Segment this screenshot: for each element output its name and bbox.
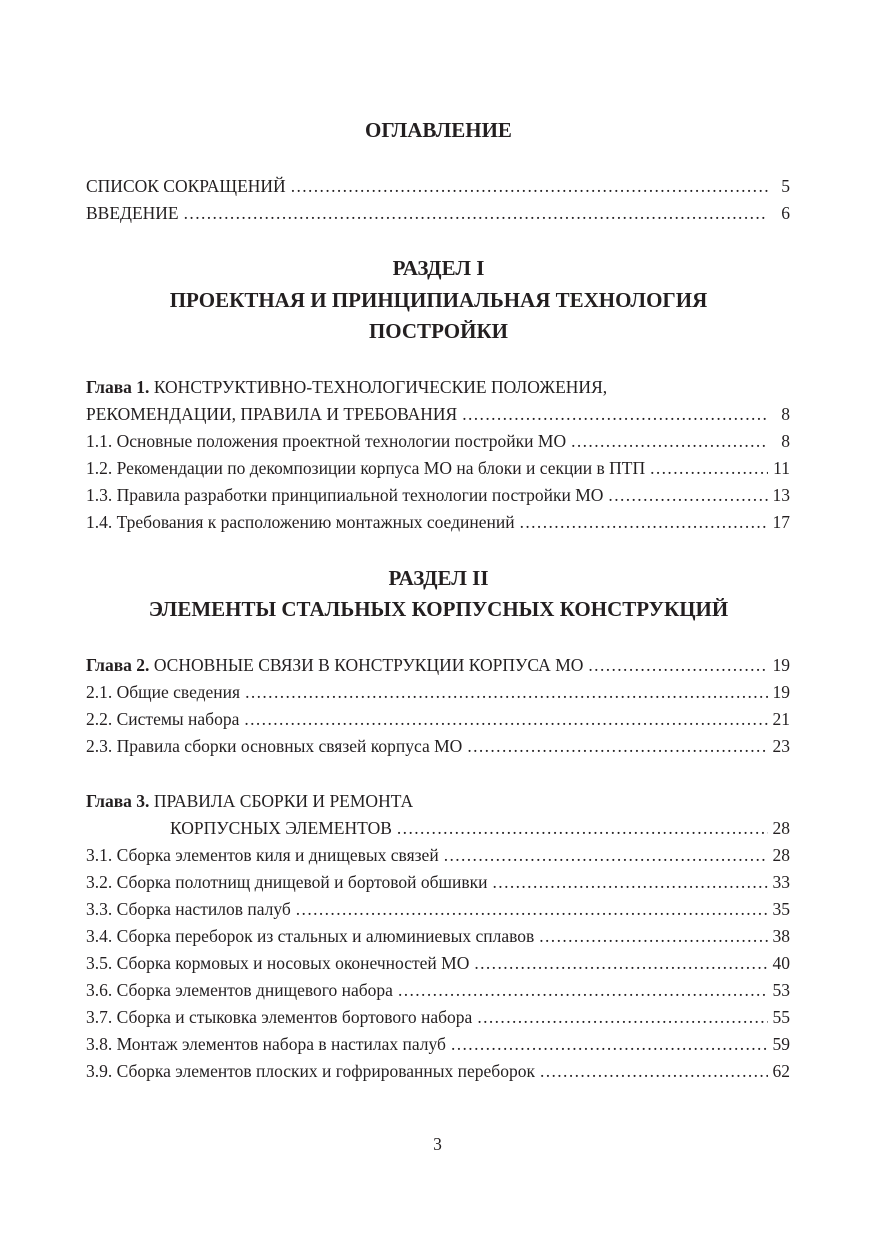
chapter-2-prefix: Глава 2. xyxy=(86,655,150,675)
toc-entry-1-4[interactable] xyxy=(86,509,790,535)
chapter-2-title: ОСНОВНЫЕ СВЯЗИ В КОНСТРУКЦИИ КОРПУСА МО xyxy=(153,655,584,675)
dot-leader xyxy=(477,1004,768,1030)
chapter-1-prefix: Глава 1. xyxy=(86,377,150,397)
chapter-3-title-entry[interactable] xyxy=(170,815,790,841)
toc-entry-page: 55 xyxy=(772,1007,790,1027)
chapter-1-heading[interactable] xyxy=(86,374,607,400)
chapter-2-heading[interactable] xyxy=(86,652,790,678)
toc-entry-abbreviations[interactable] xyxy=(86,173,790,199)
toc-entry-text: 3.8. Монтаж элементов набора в настилах палуб xyxy=(86,1034,446,1054)
section-2-label: РАЗДЕЛ II xyxy=(388,566,489,590)
toc-entry-page: 62 xyxy=(772,1061,790,1081)
toc-entry-2-3[interactable] xyxy=(86,733,790,759)
toc-entry-3-2[interactable] xyxy=(86,869,790,895)
section-2-title: ЭЛЕМЕНТЫ СТАЛЬНЫХ КОРПУСНЫХ КОНСТРУКЦИЙ xyxy=(148,597,729,621)
dot-leader xyxy=(184,200,768,226)
toc-entry-page: 40 xyxy=(772,953,790,973)
toc-entry-text: 1.4. Требования к расположению монтажных соединений xyxy=(86,512,515,532)
toc-entry-text: 2.1. Общие сведения xyxy=(86,682,241,702)
toc-entry-page: 13 xyxy=(772,485,790,505)
toc-entry-page: 28 xyxy=(772,845,790,865)
toc-entry-3-1[interactable] xyxy=(86,842,790,868)
toc-entry-2-2[interactable] xyxy=(86,706,790,732)
toc-entry-3-9[interactable] xyxy=(86,1058,790,1084)
chapter-1-title-entry[interactable] xyxy=(86,401,790,427)
section-1-title-line1: ПРОЕКТНАЯ И ПРИНЦИПИАЛЬНАЯ ТЕХНОЛОГИЯ xyxy=(169,288,708,312)
chapter-1-title-line1: КОНСТРУКТИВНО-ТЕХНОЛОГИЧЕСКИЕ ПОЛОЖЕНИЯ, xyxy=(153,377,608,397)
toc-entry-page: 5 xyxy=(781,176,790,196)
toc-entry-text: 1.3. Правила разработки принципиальной технологии постройки МО xyxy=(86,485,604,505)
toc-entry-1-1[interactable] xyxy=(86,428,790,454)
dot-leader xyxy=(493,869,768,895)
toc-entry-page: 8 xyxy=(781,431,790,451)
page-number: 3 xyxy=(433,1134,442,1154)
page-title: ОГЛАВЛЕНИЕ xyxy=(365,118,512,142)
toc-entry-page: 35 xyxy=(772,899,790,919)
dot-leader xyxy=(244,706,768,732)
toc-entry-text: КОРПУСНЫХ ЭЛЕМЕНТОВ xyxy=(170,818,392,838)
toc-entry-text: СПИСОК СОКРАЩЕНИЙ xyxy=(86,176,286,196)
chapter-3-title-line1: ПРАВИЛА СБОРКИ И РЕМОНТА xyxy=(153,791,414,811)
dot-leader xyxy=(588,652,768,678)
dot-leader xyxy=(520,509,768,535)
toc-entry-introduction[interactable] xyxy=(86,200,790,226)
toc-entry-text: 2.2. Системы набора xyxy=(86,709,240,729)
toc-entry-3-8[interactable] xyxy=(86,1031,790,1057)
chapter-3-prefix: Глава 3. xyxy=(86,791,150,811)
dot-leader xyxy=(474,950,768,976)
toc-entry-text: 1.1. Основные положения проектной технологии постройки МО xyxy=(86,431,567,451)
toc-entry-1-3[interactable] xyxy=(86,482,790,508)
toc-entry-2-1[interactable] xyxy=(86,679,790,705)
dot-leader xyxy=(571,428,768,454)
toc-entry-text: 3.7. Сборка и стыковка элементов бортового набора xyxy=(86,1007,473,1027)
toc-entry-page: 59 xyxy=(772,1034,790,1054)
toc-entry-page: 23 xyxy=(772,736,790,756)
toc-entry-page: 6 xyxy=(781,203,790,223)
section-1-label: РАЗДЕЛ I xyxy=(392,256,485,280)
toc-entry-page: 53 xyxy=(772,980,790,1000)
toc-entry-text: 3.4. Сборка переборок из стальных и алюминиевых сплавов xyxy=(86,926,535,946)
dot-leader xyxy=(296,896,768,922)
toc-entry-page: 38 xyxy=(772,926,790,946)
dot-leader xyxy=(398,977,768,1003)
dot-leader xyxy=(451,1031,768,1057)
dot-leader xyxy=(467,733,768,759)
toc-entry-page: 19 xyxy=(772,682,790,702)
dot-leader xyxy=(291,173,768,199)
dot-leader xyxy=(462,401,768,427)
chapter-3-heading[interactable] xyxy=(86,788,413,814)
toc-entry-page: 21 xyxy=(772,709,790,729)
dot-leader xyxy=(245,679,768,705)
toc-entry-1-2[interactable] xyxy=(86,455,790,481)
dot-leader xyxy=(397,815,768,841)
toc-entry-text: 1.2. Рекомендации по декомпозиции корпуса МО на блоки и секции в ПТП xyxy=(86,458,646,478)
dot-leader xyxy=(540,1058,768,1084)
toc-entry-page: 33 xyxy=(772,872,790,892)
toc-entry-3-6[interactable] xyxy=(86,977,790,1003)
toc-entry-page: 11 xyxy=(773,458,790,478)
toc-entry-text: 3.9. Сборка элементов плоских и гофрированных переборок xyxy=(86,1061,535,1081)
toc-entry-text: 3.2. Сборка полотнищ днищевой и бортовой обшивки xyxy=(86,872,488,892)
toc-entry-3-7[interactable] xyxy=(86,1004,790,1030)
toc-entry-page: 19 xyxy=(772,655,790,675)
toc-entry-text: РЕКОМЕНДАЦИИ, ПРАВИЛА И ТРЕБОВАНИЯ xyxy=(86,404,458,424)
toc-entry-3-4[interactable] xyxy=(86,923,790,949)
section-1-title-line2: ПОСТРОЙКИ xyxy=(368,319,509,343)
dot-leader xyxy=(608,482,768,508)
toc-entry-text: 3.5. Сборка кормовых и носовых оконечностей МО xyxy=(86,953,470,973)
toc-entry-text: ВВЕДЕНИЕ xyxy=(86,203,179,223)
toc-entry-text: 2.3. Правила сборки основных связей корпуса МО xyxy=(86,736,463,756)
dot-leader xyxy=(444,842,768,868)
toc-entry-3-5[interactable] xyxy=(86,950,790,976)
dot-leader xyxy=(539,923,768,949)
toc-entry-page: 17 xyxy=(772,512,790,532)
toc-entry-3-3[interactable] xyxy=(86,896,790,922)
toc-entry-text: 3.1. Сборка элементов киля и днищевых связей xyxy=(86,845,439,865)
toc-entry-text: 3.3. Сборка настилов палуб xyxy=(86,899,291,919)
dot-leader xyxy=(650,455,768,481)
toc-entry-page: 28 xyxy=(772,818,790,838)
toc-entry-page: 8 xyxy=(781,404,790,424)
toc-entry-text: 3.6. Сборка элементов днищевого набора xyxy=(86,980,393,1000)
